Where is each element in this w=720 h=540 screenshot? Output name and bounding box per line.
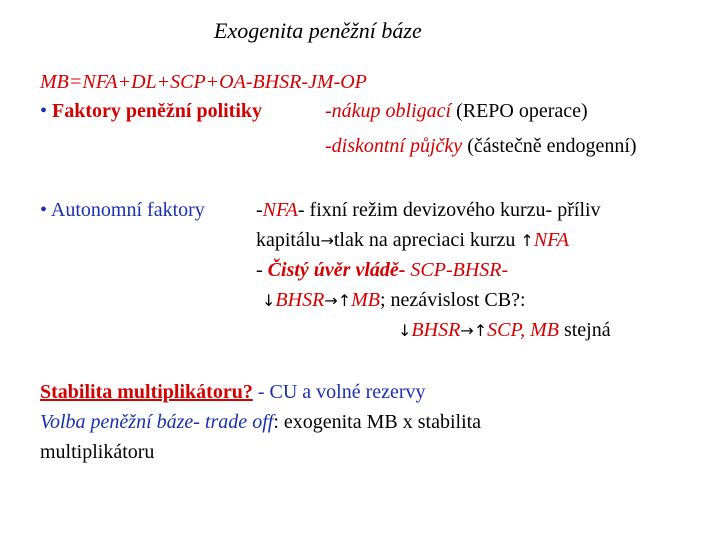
text: kapitálu (256, 229, 321, 251)
right-arrow-icon: → (460, 321, 474, 340)
choice-text: : exogenita MB x stabilita (273, 411, 482, 433)
text: ; nezávislost CB?: (380, 289, 526, 311)
policy-factors-label: Faktory peněžní politiky (52, 100, 263, 122)
mb-term: MB (351, 289, 380, 311)
right-arrow-icon: → (320, 231, 334, 250)
stability-line (40, 380, 426, 404)
text: - (256, 259, 268, 281)
bhsr-term: BHSR (275, 289, 325, 311)
text: - fixní režim devizového kurzu- příliv (297, 199, 601, 221)
autonomous-line-1 (256, 198, 601, 222)
nfa-term: NFA (533, 229, 570, 251)
page-title: Exogenita peněžní báze (214, 18, 422, 43)
text: stejná (558, 319, 611, 341)
autonomous-line-3 (256, 258, 508, 282)
autonomous-factors-row (40, 198, 205, 222)
autonomous-line-2 (256, 228, 569, 253)
policy-factors-row (40, 99, 262, 123)
up-arrow-icon: ↑ (520, 231, 534, 250)
policy-item-discount-note: (částečně endogenní) (462, 135, 637, 157)
policy-item-bonds (325, 99, 588, 123)
down-arrow-icon: ↓ (398, 321, 412, 340)
policy-item-discount-term: -diskontní půjčky (325, 135, 463, 157)
choice-heading: Volba peněžní báze- trade off (40, 411, 274, 433)
right-arrow-icon: → (324, 291, 338, 310)
scp-bhsr-term: SCP-BHSR- (410, 259, 509, 281)
up-arrow-icon: ↑ (473, 321, 488, 340)
bhsr-term: BHSR (411, 319, 461, 341)
policy-item-bonds-term: -nákup obligací (325, 100, 452, 122)
net-credit-term: Čistý úvěr vládě- (267, 259, 411, 281)
up-arrow-icon: ↑ (337, 291, 352, 310)
stability-heading: Stabilita multiplikátoru? (40, 381, 253, 403)
autonomous-line-5 (398, 318, 611, 343)
stability-text: - CU a volné rezervy (252, 381, 426, 403)
down-arrow-icon: ↓ (262, 291, 276, 310)
nfa-term: NFA (262, 199, 298, 221)
scp-mb-term: SCP, MB (487, 319, 559, 341)
choice-line-2: multiplikátoru (40, 441, 155, 463)
autonomous-line-4 (262, 288, 526, 313)
bullet: • (40, 199, 48, 221)
money-base-equation: MB=NFA+DL+SCP+OA-BHSR-JM-OP (40, 71, 367, 93)
text: tlak na apreciaci kurzu (333, 229, 521, 251)
choice-line-1 (40, 410, 481, 434)
policy-item-bonds-note: (REPO operace) (451, 100, 588, 122)
autonomous-factors-label: Autonomní faktory (50, 199, 205, 221)
policy-item-discount (325, 134, 637, 158)
bullet: • (40, 100, 48, 122)
text: - (256, 199, 263, 221)
